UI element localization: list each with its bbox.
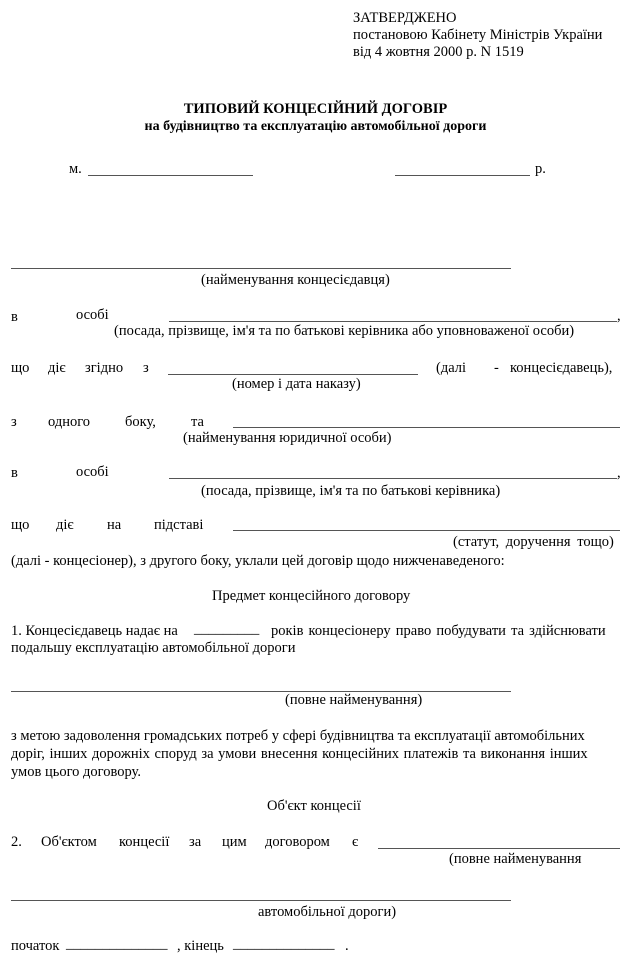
p2-word-3: концесії xyxy=(119,834,170,850)
acting2-word-4: підставі xyxy=(154,517,204,533)
acting1-suffix-2: - xyxy=(494,360,499,376)
end-period: . xyxy=(345,938,349,954)
acting2-word-2: діє xyxy=(56,517,74,533)
person1-in: в xyxy=(11,309,18,325)
acting1-suffix-3: концесієдавець), xyxy=(510,360,613,376)
acting2-word-3: на xyxy=(107,517,122,533)
person2-in: в xyxy=(11,465,18,481)
section1-p1-start: 1. Концесієдавець надає на xyxy=(11,623,178,639)
document-subtitle: на будівництво та експлуатацію автомобільної дороги xyxy=(144,119,487,134)
section1-p1-line2: подальшу експлуатацію автомобільної дороги xyxy=(11,640,296,656)
person1-field[interactable] xyxy=(169,321,617,322)
grantor-caption: (найменування концесієдавця) xyxy=(201,272,390,288)
acting2-caption: (статут, доручення тощо) xyxy=(453,534,614,550)
person1-caption: (посада, прізвище, ім'я та по батькові керівника або уповноваженої особи) xyxy=(114,323,575,339)
order-number-field[interactable] xyxy=(168,374,418,375)
approval-line-1: постановою Кабінету Міністрів України xyxy=(353,27,603,43)
purpose-line-2: доріг, інших дорожніх споруд за умови внесення концесійних платежів та виконання інших xyxy=(11,746,588,762)
acting1-caption: (номер і дата наказу) xyxy=(232,376,361,392)
document-title: ТИПОВИЙ КОНЦЕСІЙНИЙ ДОГОВІР xyxy=(183,101,448,117)
person1-person: особі xyxy=(76,307,109,323)
p2-word-6: договором xyxy=(265,834,330,850)
purpose-line-1: з метою задоволення громадських потреб у сфері будівництва та експлуатації автомобільних xyxy=(11,728,585,744)
object-caption-part2: автомобільної дороги) xyxy=(258,904,397,920)
date-field[interactable] xyxy=(395,175,530,176)
road-name-caption: (повне найменування) xyxy=(285,692,423,708)
p2-word-1: 2. xyxy=(11,834,22,850)
person2-field[interactable] xyxy=(169,478,617,479)
acting1-word-4: з xyxy=(143,360,149,376)
start-field[interactable]: ______________ xyxy=(66,936,168,952)
section1-heading: Предмет концесійного договору xyxy=(212,588,411,604)
p2-word-5: цим xyxy=(222,834,247,850)
person2-comma: , xyxy=(617,465,621,481)
person1-comma: , xyxy=(617,308,621,324)
city-prefix: м. xyxy=(69,161,82,177)
year-suffix: р. xyxy=(535,161,546,177)
object-name-field[interactable] xyxy=(378,848,620,849)
years-field[interactable]: _________ xyxy=(194,621,260,637)
acting1-suffix-1: (далі xyxy=(436,360,467,376)
object-caption-part1: (повне найменування xyxy=(449,851,582,867)
start-label: початок xyxy=(11,938,60,954)
p2-word-2: Об'єктом xyxy=(41,834,97,850)
legal-entity-field[interactable] xyxy=(233,427,620,428)
concluding-text: (далі - концесіонер), з другого боку, уклали цей договір щодо нижченаведеного: xyxy=(11,553,505,569)
one-side-word-3: боку, xyxy=(125,414,156,430)
city-field[interactable] xyxy=(88,175,253,176)
one-side-word-4: та xyxy=(191,414,204,430)
p2-word-4: за xyxy=(189,834,202,850)
person2-caption: (посада, прізвище, ім'я та по батькові керівника) xyxy=(201,483,501,499)
one-side-word-1: з xyxy=(11,414,17,430)
approval-line-2: від 4 жовтня 2000 р. N 1519 xyxy=(353,44,524,60)
acting1-word-2: діє xyxy=(48,360,66,376)
acting1-word-1: що xyxy=(11,360,30,376)
p2-word-7: є xyxy=(352,834,359,850)
person2-person: особі xyxy=(76,464,109,480)
purpose-line-3: умов цього договору. xyxy=(11,764,141,780)
one-side-word-2: одного xyxy=(48,414,91,430)
approval-title: ЗАТВЕРДЖЕНО xyxy=(353,10,457,26)
basis-field[interactable] xyxy=(233,530,620,531)
end-label: , кінець xyxy=(177,938,224,954)
acting2-word-1: що xyxy=(11,517,30,533)
acting1-word-3: згідно xyxy=(85,360,124,376)
end-field[interactable]: ______________ xyxy=(233,936,335,952)
road-name-field[interactable] xyxy=(11,691,511,692)
section1-p1-rest: років концесіонеру право побудувати та здійснювати xyxy=(271,623,606,639)
grantor-name-field[interactable] xyxy=(11,268,511,269)
legal-entity-caption: (найменування юридичної особи) xyxy=(183,430,392,446)
object-name-field-2[interactable] xyxy=(11,900,511,901)
section2-heading: Об'єкт концесії xyxy=(267,798,361,814)
